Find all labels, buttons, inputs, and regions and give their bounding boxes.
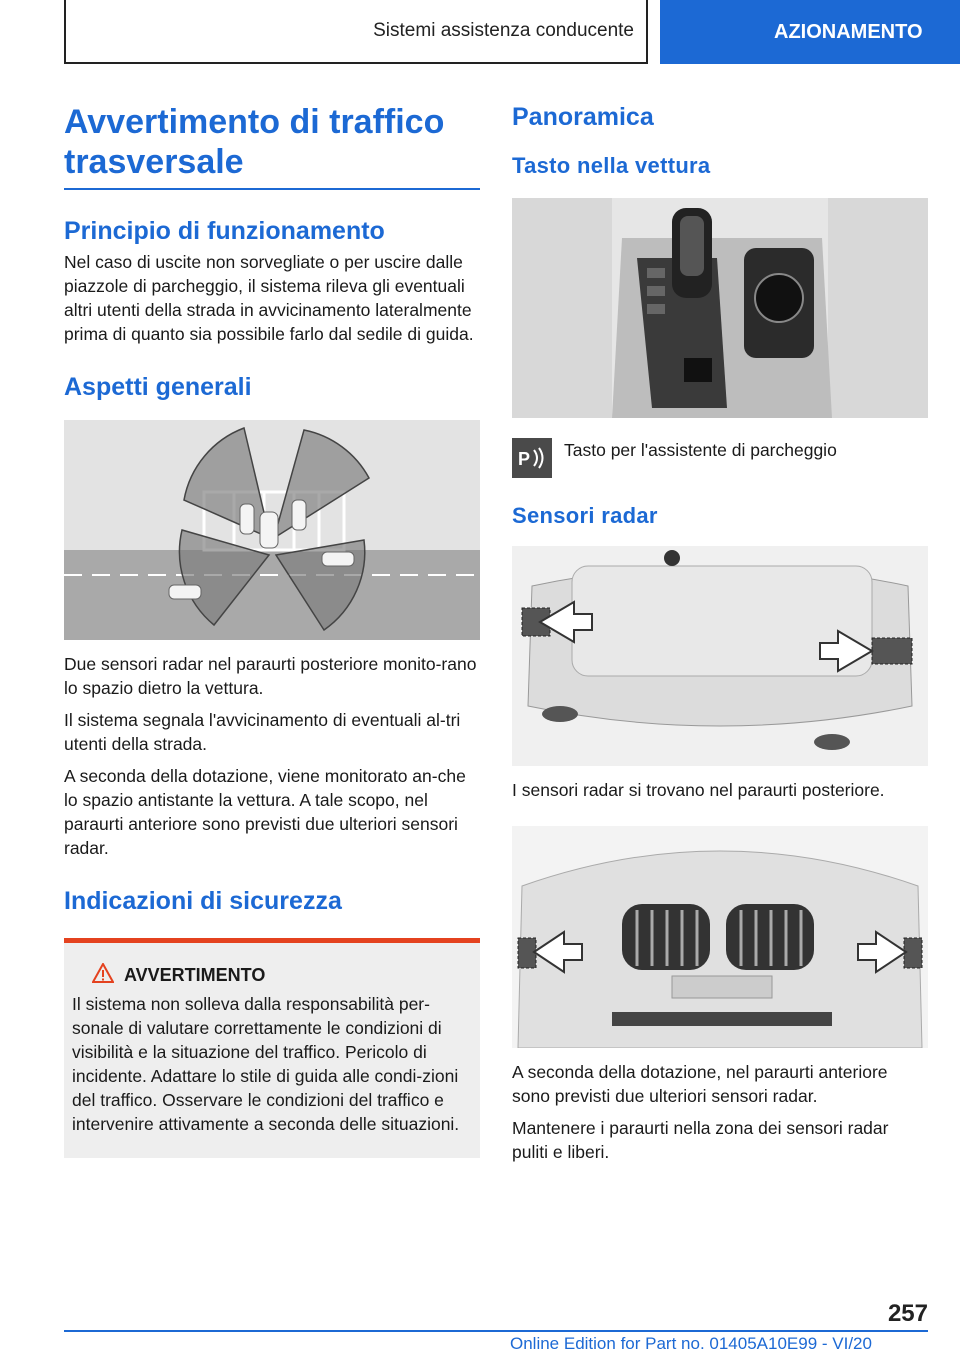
center-console-photo bbox=[512, 198, 928, 418]
radar-front-text: A seconda della dotazione, nel paraurti anteriore sono previsti due ulteriori sensori radar. bbox=[512, 1062, 888, 1106]
general-text-2: Il sistema segnala l'avvicinamento di eventuali al-tri utenti della strada. bbox=[64, 710, 461, 754]
general-heading: Aspetti generali bbox=[64, 373, 252, 401]
radar-rear-text: I sensori radar si trovano nel paraurti posteriore. bbox=[512, 780, 885, 800]
left-column bbox=[64, 102, 480, 1158]
edition-label: Online Edition for Part no. 01405A10E99 - VI/20 bbox=[510, 1334, 872, 1353]
warning-header bbox=[72, 963, 472, 988]
right-column bbox=[512, 102, 928, 1164]
safety-heading: Indicazioni di sicurezza bbox=[64, 887, 342, 915]
button-caption-row bbox=[512, 438, 928, 478]
header-chapter-label: AZIONAMENTO bbox=[774, 20, 923, 43]
rear-bumper-photo bbox=[512, 546, 928, 766]
svg-text:P: P bbox=[518, 449, 531, 469]
header-chapter bbox=[660, 0, 960, 64]
button-caption: Tasto per l'assistente di parcheggio bbox=[564, 440, 837, 460]
warning-triangle-icon bbox=[92, 963, 114, 988]
warning-box bbox=[64, 938, 480, 1158]
cross-traffic-diagram bbox=[64, 420, 480, 640]
principle-heading: Principio di funzionamento bbox=[64, 217, 385, 245]
page-number: 257 bbox=[887, 1300, 928, 1327]
park-assist-icon bbox=[512, 438, 552, 478]
general-text-3: A seconda della dotazione, viene monitorato an-che lo spazio antistante la vettura. A tale scopo, nel paraurti anteriore sono previsti due ulteriori sensori radar. bbox=[64, 766, 466, 858]
button-heading: Tasto nella vettura bbox=[512, 153, 711, 178]
front-bumper-photo bbox=[512, 826, 928, 1048]
header-section-label: Sistemi assistenza conducente bbox=[373, 20, 634, 41]
radar-heading: Sensori radar bbox=[512, 503, 658, 528]
warning-title: AVVERTIMENTO bbox=[124, 965, 266, 985]
general-text-1: Due sensori radar nel paraurti posteriore monito-rano lo spazio dietro la vettura. bbox=[64, 654, 477, 698]
principle-text: Nel caso di uscite non sorvegliate o per uscire dalle piazzole di parcheggio, il sistema rileva gli eventuali altri utenti della strada in avvicinamento lateralmente prima di quanto sia possibile farlo dal sedile di guida. bbox=[64, 252, 474, 344]
footer-divider bbox=[64, 1330, 928, 1332]
radar-clean-text: Mantenere i paraurti nella zona dei sensori radar puliti e liberi. bbox=[512, 1118, 889, 1162]
overview-heading: Panoramica bbox=[512, 103, 654, 131]
page-title: Avvertimento di traffico trasversale bbox=[64, 102, 480, 190]
header-section bbox=[64, 0, 648, 64]
warning-text: Il sistema non solleva dalla responsabilità per-sonale di valutare correttamente le condizioni di visibilità e la situazione del traffico. Pericolo di incidente. Adattare lo stile di guida alle condi-zioni del traffico. Osservare le condizioni del traffico e intervenire attivamente a seconda delle situazioni. bbox=[72, 994, 460, 1134]
